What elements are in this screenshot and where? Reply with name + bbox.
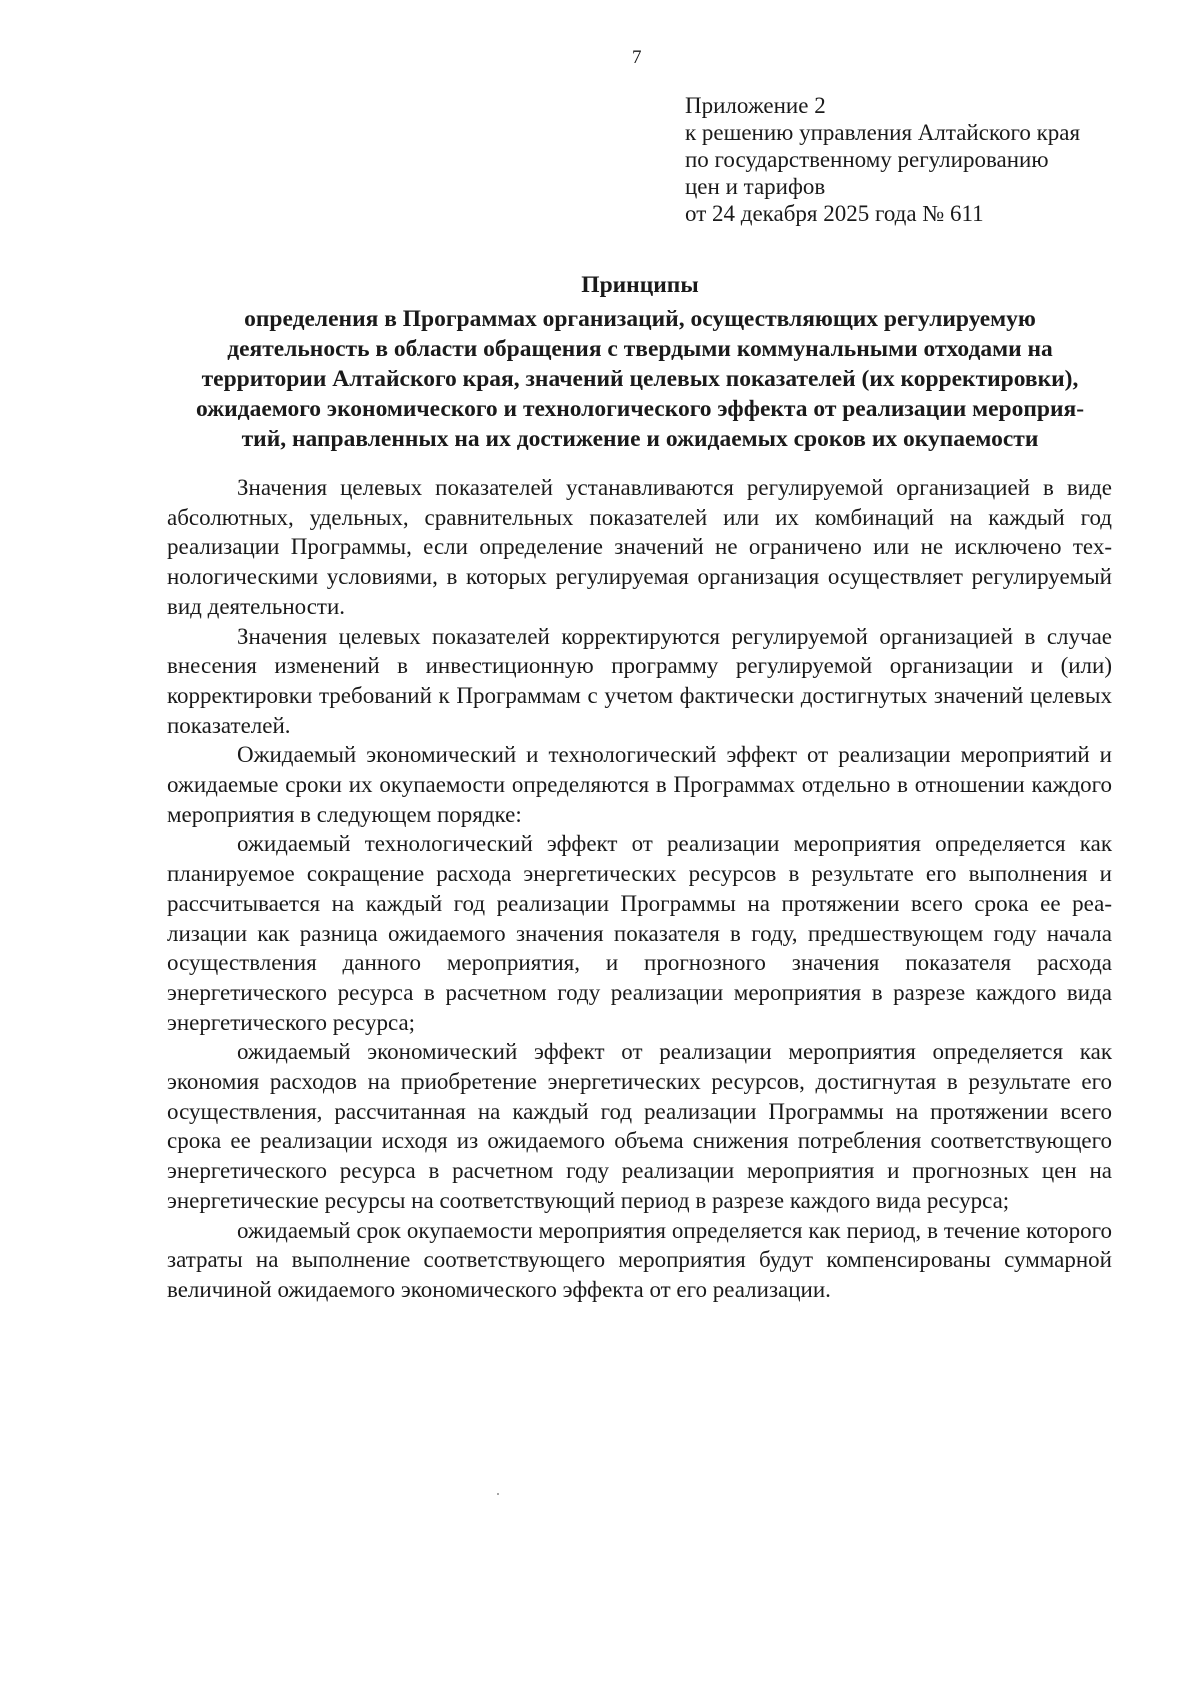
appendix-header [685,92,1145,227]
title-line: деятельность в области обращения с твердыми коммунальными отходами на [227,336,1053,362]
scan-speck [497,1493,499,1495]
body-paragraph: ожидаемый технологический эффект от реализации мероприятия определяется как планируемое сокращение расхода энергетических ресурсов в результате его выполнения и рассчитывается на каждый год реализации Программы на протяжении всего срока ее реализации как разница ожидаемого значения показателя в году, предшествующем году начала осуществления данного мероприятия, и прогнозного значения показателя расхода энергетического ресурса в расчетном году реализации мероприятия в разрезе каждого вида энергетического ресурса; [167,831,1112,1035]
body-paragraph: ожидаемый срок окупаемости мероприятия определяется как период, в течение которого затраты на выполнение соответствующего мероприятия будут компенсированы суммарной величиной ожидаемого экономического эффекта от его реализации. [167,1217,1112,1302]
title-line: ожидаемого экономического и технологического эффекта от реализации мероприя- [195,396,1085,422]
body-paragraph: Ожидаемый экономический и технологический эффект от реализации мероприятий и ожидаемые сроки их окупаемости определяются в Программах отдельно в отношении каждого мероприятия в следующем порядке: [167,742,1112,827]
appendix-line: по государственному регулированию [685,147,1049,172]
appendix-line: цен и тарифов [685,174,826,199]
title-line: территории Алтайского края, значений целевых показателей (их корректировки), [201,366,1079,392]
title-line: определения в Программах организаций, осуществляющих регулируемую [244,306,1036,332]
appendix-line: к решению управления Алтайского края [685,120,1081,145]
title-line: тий, направленных на их достижение и ожидаемых сроков их окупаемости [241,426,1039,452]
page-number: 7 [632,47,642,68]
body-paragraph: Значения целевых показателей корректируются регулируемой организацией в случае внесения изменений в инвестиционную программу регулируемой организации и (или) корректировки требований к Программам с учетом фактически достигнутых значений целевых показателей. [167,623,1112,738]
body-paragraph: ожидаемый экономический эффект от реализации мероприятия определяется как экономия расходов на приобретение энергетических ресурсов, достигнутая в результате его осуществления, рассчитанная на каждый год реализации Программы на протяжении всего срока ее реализации исходя из ожидаемого объема снижения потребления соответствующего энергетического ресурса в расчетном году реализации мероприятия и прогнозных цен на энергетические ресурсы на соответствующий период в разрезе каждого вида ресурса; [167,1039,1112,1213]
document-title [160,270,1120,454]
document-body [167,473,1112,1305]
title-main: Принципы [581,272,699,298]
appendix-line: от 24 декабря 2025 года № 611 [685,201,984,226]
appendix-line: Приложение 2 [685,93,826,118]
body-paragraph: Значения целевых показателей устанавливаются регулируемой организацией в виде абсолютных, удельных, сравнительных показателей или их комбинаций на каждый год реализации Программы, если определение значений не ограничено или не исключено технологическими условиями, в которых регулируемая организация осуществляет регулируемый вид деятельности. [167,475,1112,619]
